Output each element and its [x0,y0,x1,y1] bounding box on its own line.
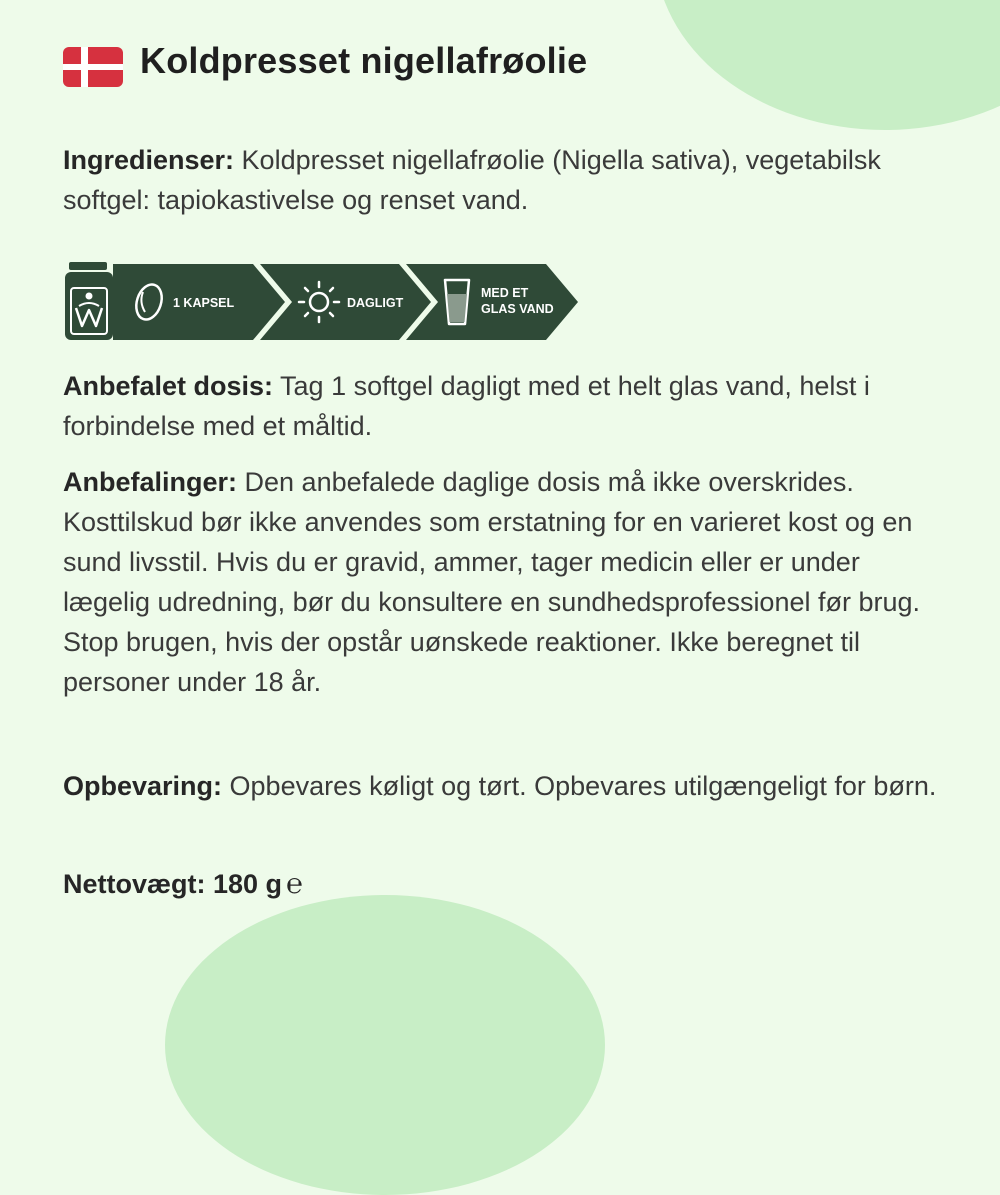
net-weight-section [63,864,943,904]
dosage-text: Tag 1 softgel dagligt med et helt glas vand, helst i forbindelse med et måltid. [63,371,870,441]
storage-label: Opbevaring: [63,771,223,801]
step-2-label: DAGLIGT [347,296,404,310]
net-weight-label: Nettovægt: [63,869,206,899]
step-1-label: 1 KAPSEL [173,296,235,310]
recommendations-text: Den anbefalede daglige dosis må ikke overskrides. Kosttilskud bør ikke anvendes som erstatning for en varieret kost og en sund livsstil. Hvis du er gravid, ammer, tager medicin eller er under lægelig udredning, bør du konsultere en sundhedsprofessionel før brug. Stop brugen, hvis der opstår uønskede reaktioner. Ikke beregnet til personer under 18 år. [63,467,921,697]
ingredients-label: Ingredienser: [63,145,235,175]
dosage-section [63,366,943,446]
step-3-label-line2: GLAS VAND [481,302,554,316]
storage-text: Opbevares køligt og tørt. Opbevares utilgængeligt for børn. [222,771,937,801]
brand-logo-jar-icon [65,262,113,340]
denmark-flag-icon [63,47,123,87]
step-3-label-line1: MED ET [481,286,529,300]
recommendations-section [63,462,943,702]
page-title: Koldpresset nigellafrøolie [140,40,588,81]
decorative-blob-bottom [165,895,605,1195]
estimated-sign-icon: ℮ [286,867,303,900]
ingredients-text: Koldpresset nigellafrøolie (Nigella sativa), vegetabilsk softgel: tapiokastivelse og renset vand. [63,145,881,215]
storage-section [63,766,943,806]
ingredients-section [63,140,943,220]
recommendations-label: Anbefalinger: [63,467,238,497]
dosage-label: Anbefalet dosis: [63,371,274,401]
net-weight-value: 180 g [205,869,283,899]
decorative-blob-top [655,0,1000,130]
usage-banner [63,262,583,342]
